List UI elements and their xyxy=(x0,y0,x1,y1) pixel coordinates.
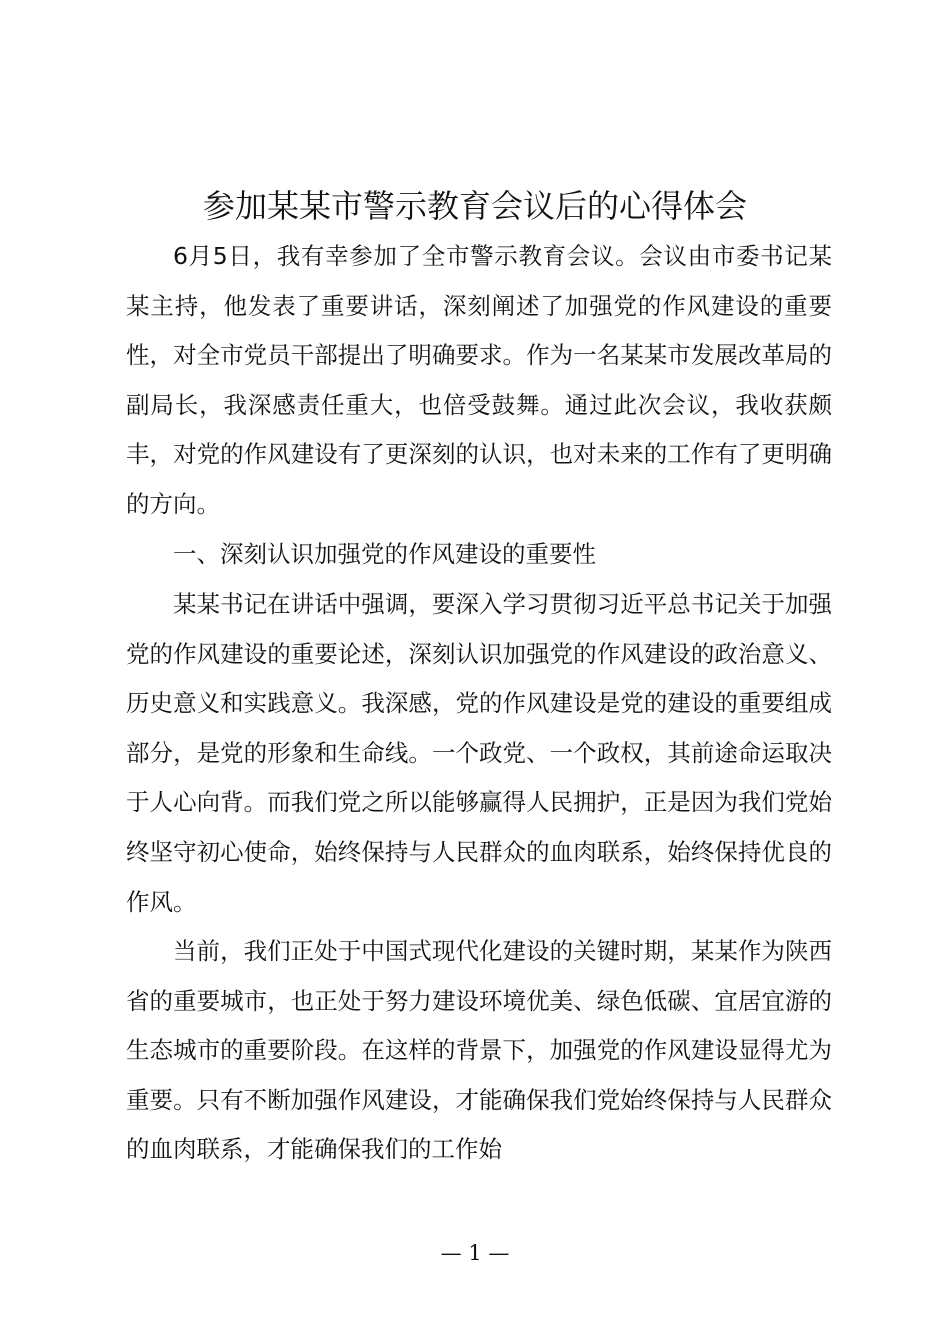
paragraph-body-2: 当前，我们正处于中国式现代化建设的关键时期，某某作为陕西省的重要城市，也正处于努力建设环境优美、绿色低碳、宜居宜游的生态城市的重要阶段。在这样的背景下，加强党的作风建设显得尤为重要。只有不断加强作风建设，才能确保我们党始终保持与人民群众的血肉联系，才能确保我们的工作始 xyxy=(126,937,832,1164)
paragraph-body-1: 某某书记在讲话中强调，要深入学习贯彻习近平总书记关于加强党的作风建设的重要论述，深刻认识加强党的作风建设的政治意义、历史意义和实践意义。我深感，党的作风建设是党的建设的重要组成部分，是党的形象和生命线。一个政党、一个政权，其前途命运取决于人心向背。而我们党之所以能够赢得人民拥护，正是因为我们党始终坚守初心使命，始终保持与人民群众的血肉联系，始终保持优良的作风。 xyxy=(126,590,832,916)
document-title: 参加某某市警示教育会议后的心得体会 xyxy=(202,187,747,225)
section-heading: 一、深刻认识加强党的作风建设的重要性 xyxy=(173,540,596,568)
paragraph-intro: 6月5日，我有幸参加了全市警示教育会议。会议由市委书记某某主持，他发表了重要讲话，深刻阐述了加强党的作风建设的重要性，对全市党员干部提出了明确要求。作为一名某某市发展改革局的副局长，我深感责任重大，也倍受鼓舞。通过此次会议，我收获颇丰，对党的作风建设有了更深刻的认识，也对未来的工作有了更明确的方向。 xyxy=(126,242,832,518)
page-number: — 1 — xyxy=(440,1241,510,1265)
